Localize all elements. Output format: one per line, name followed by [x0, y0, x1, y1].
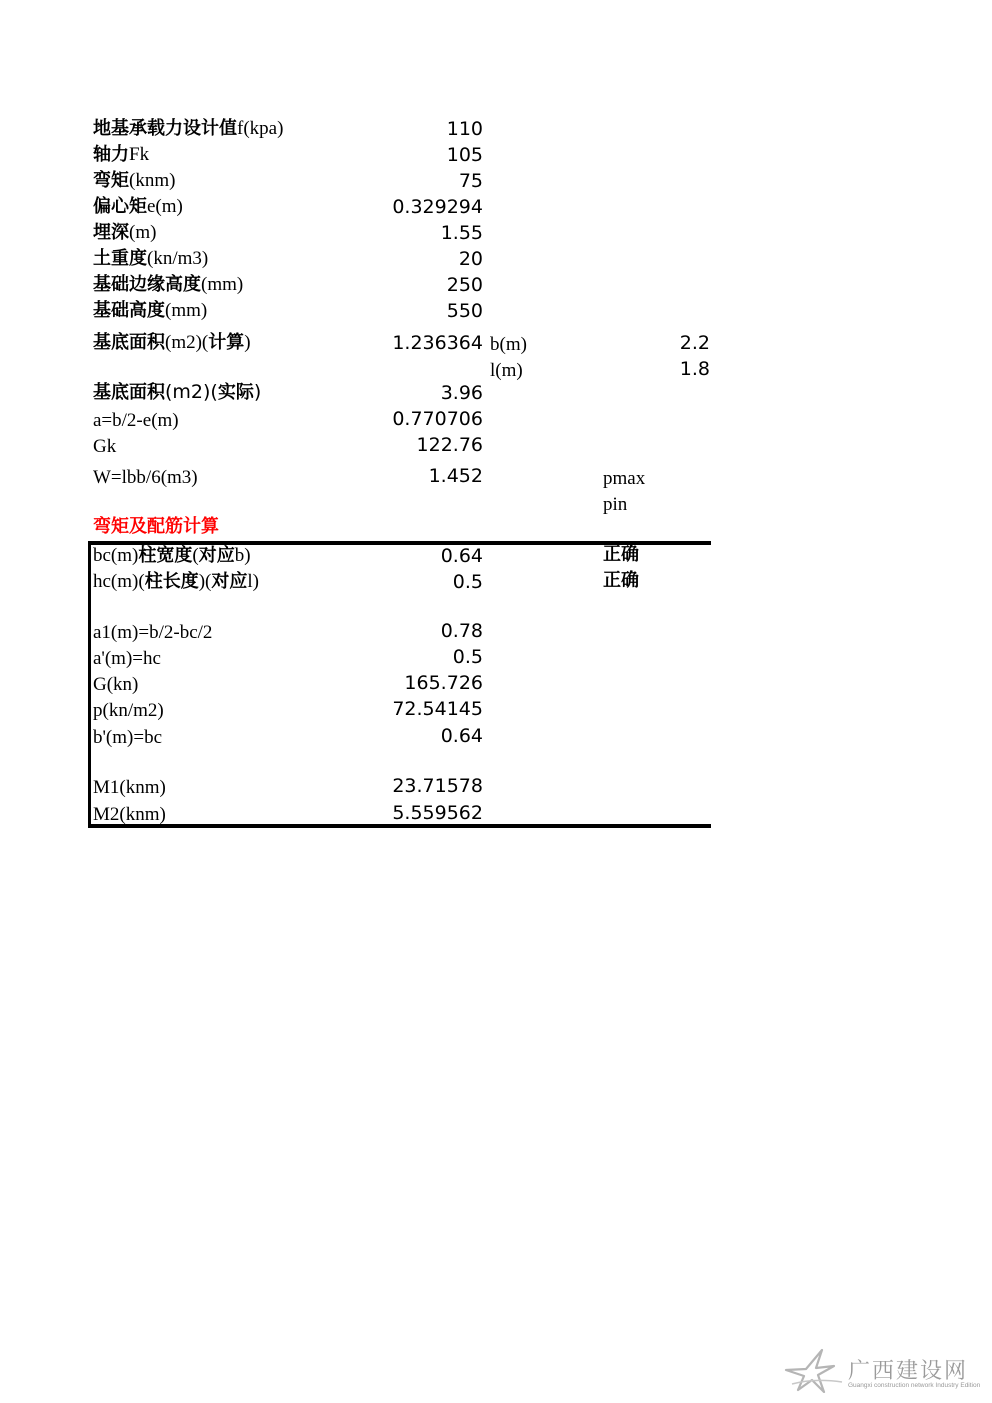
p-label: p(kn/m2) — [93, 700, 164, 721]
g-value: 165.726 — [404, 672, 483, 694]
moment-value: 75 — [458, 170, 483, 192]
column-length-status: 正确 — [603, 570, 639, 591]
watermark-subtitle: Guangxi construction network Industry Edition — [848, 1382, 981, 1389]
l-label: l(m) — [490, 360, 523, 381]
label-cn-2: 实际 — [217, 382, 254, 403]
label-unit: (m) — [129, 222, 157, 243]
row-axial-force-label — [93, 145, 149, 164]
watermark — [784, 1348, 984, 1393]
eccentricity-value: 0.329294 — [392, 196, 483, 218]
label-unit: (mm) — [201, 274, 244, 295]
gk-label: Gk — [93, 436, 117, 457]
label-unit: (m2)( — [165, 332, 209, 353]
edge-height-value: 250 — [446, 274, 483, 296]
label-cn: 基底面积 — [93, 382, 165, 403]
row-moment-label — [93, 171, 175, 190]
label-unit: Fk — [129, 144, 150, 165]
label-cn: 土重度 — [93, 248, 147, 269]
label-en: hc(m)( — [93, 571, 145, 592]
m2-label: M2(knm) — [93, 804, 166, 825]
label-cn: 基底面积 — [93, 332, 165, 353]
m1-label: M1(knm) — [93, 777, 166, 798]
a1-label: a1(m)=b/2-bc/2 — [93, 622, 213, 643]
label-unit: (knm) — [129, 170, 176, 191]
row-base-area-actual-label — [93, 383, 261, 402]
row-soil-weight-label — [93, 249, 208, 268]
label-en: bc(m) — [93, 545, 139, 566]
base-area-calc-value: 1.236364 — [392, 332, 483, 354]
row-eccentricity-label — [93, 197, 183, 216]
label-cn: 柱长度 — [144, 571, 199, 592]
label-cn: 埋深 — [93, 222, 129, 243]
p-value: 72.54145 — [392, 698, 483, 720]
b-prime-value: 0.64 — [440, 725, 483, 747]
label-cn: 柱宽度 — [138, 545, 193, 566]
row-bearing-capacity-label — [93, 119, 283, 138]
column-length-value: 0.5 — [452, 571, 483, 593]
row-base-area-calc-label — [93, 333, 251, 352]
label-en-2: b) — [234, 545, 251, 566]
label-cn: 基础高度 — [93, 300, 165, 321]
burial-depth-value: 1.55 — [440, 222, 483, 244]
label-cn: 偏心矩 — [93, 196, 147, 217]
a-prime-label: a'(m)=hc — [93, 648, 161, 669]
axial-force-value: 105 — [446, 144, 483, 166]
a1-value: 0.78 — [440, 620, 483, 642]
star-logo-icon — [784, 1348, 846, 1393]
w-formula-label: W=lbb/6(m3) — [93, 467, 198, 488]
b-prime-label: b'(m)=bc — [93, 727, 163, 748]
label-paren: )( — [198, 571, 212, 592]
row-edge-height-label — [93, 275, 243, 294]
label-unit: e(m) — [147, 196, 183, 217]
label-paren: ( — [192, 545, 199, 566]
row-burial-depth-label — [93, 223, 156, 242]
bearing-capacity-value: 110 — [446, 118, 483, 140]
gk-value: 122.76 — [416, 434, 483, 456]
section-title: 弯矩及配筋计算 — [93, 516, 219, 537]
column-width-value: 0.64 — [440, 545, 483, 567]
base-area-actual-value: 3.96 — [440, 382, 483, 404]
label-unit: (kn/m3) — [147, 248, 209, 269]
label-unit: (m2)( — [165, 381, 218, 403]
pin-label: pin — [603, 494, 628, 515]
watermark-title: 广西建设网 — [848, 1359, 969, 1384]
a-prime-value: 0.5 — [452, 646, 483, 668]
label-cn: 基础边缘高度 — [93, 274, 201, 295]
label-en-2: l) — [247, 571, 259, 592]
l-value: 1.8 — [679, 358, 710, 380]
a-formula-value: 0.770706 — [392, 408, 483, 430]
label-cn: 轴力 — [93, 144, 129, 165]
column-width-status: 正确 — [603, 544, 639, 565]
label-cn-2: 计算 — [208, 332, 245, 353]
b-label: b(m) — [490, 334, 527, 355]
row-column-width-label — [93, 546, 251, 565]
foundation-height-value: 550 — [446, 300, 483, 322]
w-formula-value: 1.452 — [428, 465, 483, 487]
soil-weight-value: 20 — [458, 248, 483, 270]
pmax-label: pmax — [603, 468, 646, 489]
label-paren: ) — [244, 332, 251, 353]
a-formula-label: a=b/2-e(m) — [93, 410, 179, 431]
label-cn: 地基承载力设计值 — [93, 118, 237, 139]
m1-value: 23.71578 — [392, 775, 483, 797]
label-cn-2: 对应 — [198, 545, 235, 566]
row-column-length-label — [93, 572, 259, 591]
m2-value: 5.559562 — [392, 802, 483, 824]
label-paren: ) — [253, 381, 262, 403]
label-cn: 弯矩 — [93, 170, 129, 191]
b-value: 2.2 — [679, 332, 710, 354]
label-unit: (mm) — [165, 300, 208, 321]
g-label: G(kn) — [93, 674, 139, 695]
row-foundation-height-label — [93, 301, 207, 320]
label-cn-2: 对应 — [211, 571, 248, 592]
label-unit: f(kpa) — [237, 118, 284, 139]
